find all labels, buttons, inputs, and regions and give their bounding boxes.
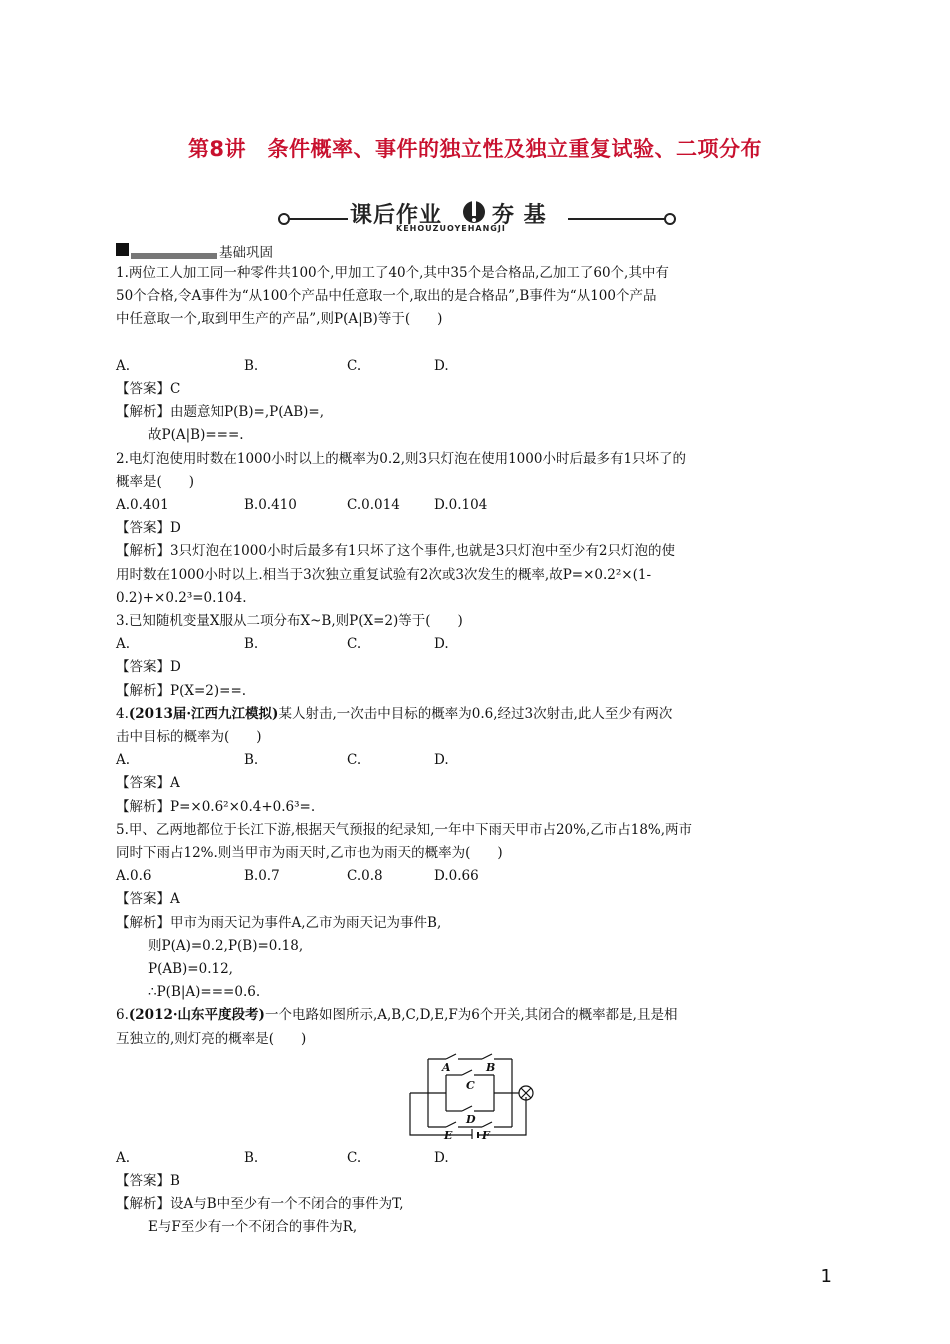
analysis-line: E与F至少有一个不闭合的事件为R,	[148, 1219, 358, 1236]
exercise-content	[116, 262, 836, 1240]
option-d: D.	[434, 357, 449, 374]
question-line: 击中目标的概率为( )	[116, 729, 262, 745]
question-line	[116, 703, 836, 726]
analysis-line: 【解析】3只灯泡在1000小时后最多有1只坏了这个事件,也就是3只灯泡中至少有2只灯泡的使	[116, 543, 676, 560]
options-row	[116, 355, 836, 378]
option-c: C.	[347, 752, 362, 769]
option-b: B.	[244, 1149, 259, 1166]
banner-right-line	[568, 218, 668, 220]
banner-right-dot	[664, 213, 676, 225]
question-line: 2.电灯泡使用时数在1000小时以上的概率为0.2,则3只灯泡在使用1000小时后最多有1只坏了的	[116, 450, 687, 467]
homework-banner	[278, 196, 676, 240]
option-a: A.	[116, 636, 131, 653]
analysis-line: 【解析】设A与B中至少有一个不闭合的事件为T,	[116, 1196, 404, 1213]
option-d: D.0.66	[434, 868, 479, 885]
page-number: 1	[820, 1266, 832, 1287]
switch-label-f: F	[482, 1128, 490, 1139]
option-c: C.0.8	[347, 868, 383, 885]
question-line	[116, 1004, 836, 1027]
analysis-line: P(AB)=0.12,	[148, 961, 233, 977]
option-c: C.	[347, 357, 362, 374]
option-b: B.0.7	[244, 868, 280, 885]
question-line: 同时下雨占12%.则当甲市为雨天时,乙市也为雨天的概率为( )	[116, 845, 503, 861]
banner-left-text: 课后作业	[350, 203, 443, 228]
switch-label-e: E	[444, 1128, 453, 1139]
banner-subtitle: KEHOUZUOYEHANGJI	[396, 224, 506, 233]
page-title: 第8讲 条件概率、事件的独立性及独立重复试验、二项分布	[187, 137, 763, 161]
section-label: 基础巩固	[219, 245, 273, 261]
option-a: A.0.401	[116, 497, 169, 513]
option-c: C.	[347, 1149, 362, 1166]
option-d: D.0.104	[434, 497, 488, 513]
question-source: (2012·山东平度段考)	[128, 1007, 265, 1024]
analysis-line: ∴P(B|A)===0.6.	[148, 984, 261, 1001]
analysis-line: 0.2)+×0.2³=0.104.	[116, 589, 247, 606]
option-b: B.	[244, 636, 259, 653]
section-bar	[131, 253, 217, 259]
option-b: B.	[244, 357, 259, 374]
analysis-line: 【解析】P(X=2)==.	[116, 682, 247, 699]
option-c: C.0.014	[347, 497, 400, 513]
circuit-diagram	[116, 1053, 836, 1139]
question-line: 概率是( )	[116, 473, 195, 490]
option-a: A.	[116, 357, 131, 374]
analysis-line: 【解析】由题意知P(B)=,P(AB)=,	[116, 404, 325, 421]
options-row	[116, 494, 836, 517]
banner-left-line	[286, 218, 348, 220]
answer: 【答案】A	[116, 775, 180, 792]
question-number: 6.	[116, 1007, 129, 1024]
answer: 【答案】A	[116, 891, 180, 908]
answer: 【答案】D	[116, 520, 181, 537]
option-b: B.	[244, 752, 259, 769]
options-row	[116, 633, 836, 656]
analysis-line: 【解析】P=×0.6²×0.4+0.6³=.	[116, 798, 316, 815]
option-d: D.	[434, 636, 449, 653]
question-line: 3.已知随机变量X服从二项分布X~B,则P(X=2)等于( )	[116, 613, 463, 629]
circuit-svg	[406, 1053, 546, 1139]
question-line: 1.两位工人加工同一种零件共100个,甲加工了40个,其中35个是合格品,乙加工了60个,其中有	[116, 265, 669, 281]
answer: 【答案】B	[116, 1173, 180, 1189]
option-a: A.0.6	[116, 868, 152, 885]
section-square-icon	[116, 243, 129, 256]
answer: 【答案】C	[116, 380, 181, 397]
question-number: 4.	[116, 705, 129, 722]
options-row	[116, 1147, 836, 1170]
option-d: D.	[434, 752, 449, 769]
option-a: A.	[116, 752, 131, 769]
option-c: C.	[347, 636, 362, 653]
question-text: 某人射击,一次击中目标的概率为0.6,经过3次射击,此人至少有两次	[278, 705, 673, 722]
switch-label-d: D	[466, 1112, 476, 1126]
analysis-line: 故P(A|B)===.	[148, 427, 244, 444]
banner-logo-icon	[461, 196, 487, 226]
analysis-line: 【解析】甲市为雨天记为事件A,乙市为雨天记为事件B,	[116, 914, 442, 931]
switch-label-b: B	[486, 1060, 496, 1074]
question-line: 互独立的,则灯亮的概率是( )	[116, 1030, 307, 1047]
options-row	[116, 749, 836, 772]
question-source: (2013届·江西九江模拟)	[128, 705, 279, 722]
question-line: 5.甲、乙两地都位于长江下游,根据天气预报的纪录知,一年中下雨天甲市占20%,乙市占18%,两市	[116, 821, 693, 838]
question-line: 50个合格,令A事件为“从100个产品中任意取一个,取出的是合格品”,B事件为“从100个产品	[116, 288, 657, 305]
switch-label-a: A	[442, 1060, 451, 1074]
analysis-line: 用时数在1000小时以上.相当于3次独立重复试验有2次或3次发生的概率,故P=×0.2²×(1-	[116, 566, 652, 583]
banner-left-dot	[278, 213, 290, 225]
analysis-line: 则P(A)=0.2,P(B)=0.18,	[148, 937, 304, 954]
question-line: 中任意取一个,取到甲生产的产品”,则P(A|B)等于( )	[116, 311, 443, 328]
option-d: D.	[434, 1149, 449, 1166]
answer: 【答案】D	[116, 659, 181, 676]
option-a: A.	[116, 1149, 131, 1166]
options-row	[116, 865, 836, 888]
question-text: 一个电路如图所示,A,B,C,D,E,F为6个开关,其闭合的概率都是,且是相	[264, 1007, 678, 1024]
option-b: B.0.410	[244, 497, 297, 513]
banner-right-text: 夯 基	[492, 203, 547, 228]
switch-label-c: C	[466, 1078, 475, 1092]
